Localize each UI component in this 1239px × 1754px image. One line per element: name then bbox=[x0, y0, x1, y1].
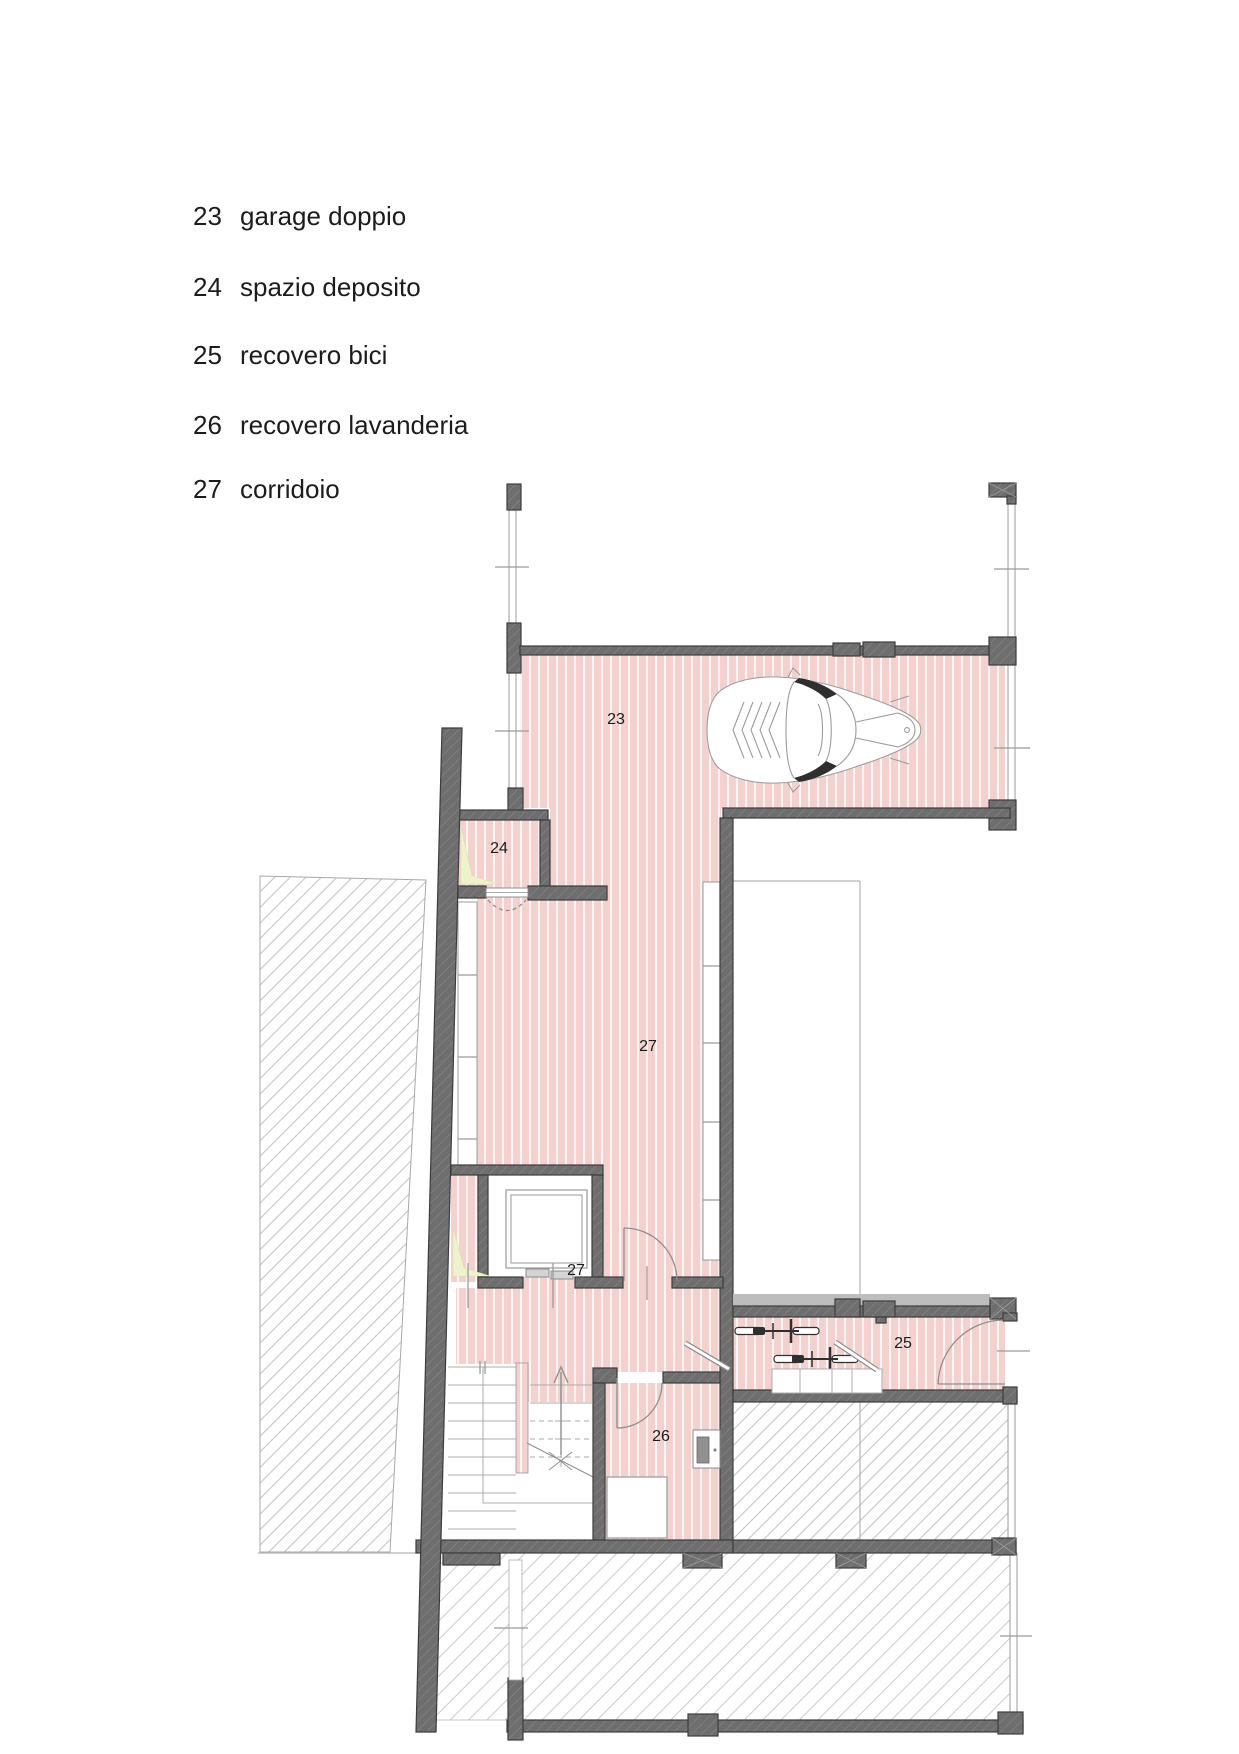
site-bottom-wall bbox=[507, 1720, 1023, 1732]
legend-label: garage doppio bbox=[240, 201, 407, 231]
room24-top-wall bbox=[458, 810, 548, 820]
corridor-right-wall bbox=[720, 818, 733, 1540]
legend-label: recovero lavanderia bbox=[240, 410, 469, 440]
legend-label: corridoio bbox=[240, 474, 340, 504]
room-label: 24 bbox=[490, 840, 508, 857]
glazed-band-right bbox=[703, 882, 721, 1260]
table bbox=[607, 1477, 667, 1538]
column bbox=[989, 637, 1016, 665]
legend-number: 24 bbox=[193, 272, 222, 302]
column bbox=[863, 642, 895, 657]
column bbox=[998, 1712, 1023, 1734]
staircase bbox=[437, 1363, 593, 1540]
stairs-right-wall bbox=[593, 1383, 605, 1540]
glazed-band-left bbox=[458, 902, 477, 1165]
bike-rack bbox=[772, 1369, 882, 1393]
elevator-door-panel bbox=[526, 1269, 549, 1277]
garage-bottom-wall bbox=[723, 808, 1010, 818]
legend-label: recovero bici bbox=[240, 340, 388, 370]
legend-number: 26 bbox=[193, 410, 222, 440]
column bbox=[835, 1299, 860, 1317]
garage-top-wall bbox=[520, 646, 989, 655]
room-label: 27 bbox=[639, 1038, 657, 1055]
room-label: 26 bbox=[652, 1428, 670, 1445]
pier bbox=[508, 788, 523, 812]
room25-top-wall bbox=[733, 1306, 990, 1317]
neighbor-site-hatch bbox=[258, 876, 433, 1553]
washing-machine-icon bbox=[693, 1430, 720, 1468]
column bbox=[688, 1714, 718, 1736]
column bbox=[833, 643, 860, 656]
legend-number: 23 bbox=[193, 201, 222, 231]
room-label: 23 bbox=[607, 711, 625, 728]
room-label: 27 bbox=[567, 1262, 585, 1279]
garage-corridor-connector-floor bbox=[550, 808, 721, 882]
room25-top-wall-outer bbox=[733, 1294, 990, 1306]
column bbox=[507, 623, 521, 673]
lower-corridor-floor bbox=[456, 1288, 721, 1372]
legend-number: 25 bbox=[193, 340, 222, 370]
bottom-wall bbox=[416, 1540, 733, 1553]
legend-label: spazio deposito bbox=[240, 272, 421, 302]
room-label: 25 bbox=[894, 1335, 912, 1352]
room26-top-wall bbox=[663, 1372, 720, 1383]
bottom-wall bbox=[733, 1540, 1016, 1553]
storage-cellar-hatch bbox=[733, 1402, 1008, 1540]
column bbox=[863, 1301, 895, 1317]
column bbox=[507, 484, 521, 510]
pier bbox=[508, 1678, 523, 1740]
legend-number: 27 bbox=[193, 474, 222, 504]
